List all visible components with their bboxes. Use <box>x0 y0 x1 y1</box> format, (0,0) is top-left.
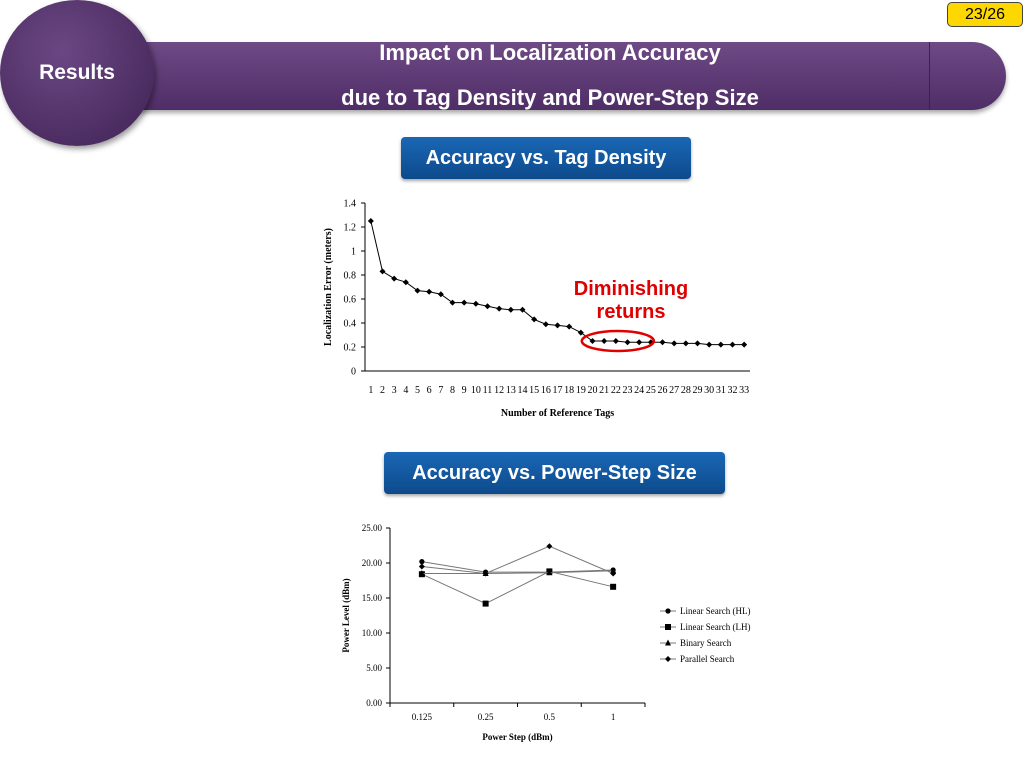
x-tick-label: 0.5 <box>543 712 555 722</box>
x-tick-label: 1 <box>368 385 374 396</box>
x-tick-label: 4 <box>403 385 409 396</box>
data-point-diamond <box>380 268 386 274</box>
x-axis-title: Power Step (dBm) <box>482 732 553 742</box>
data-point-diamond <box>391 276 397 282</box>
x-tick-label: 29 <box>692 385 703 396</box>
x-tick-label: 20 <box>587 385 598 396</box>
y-tick-label: 5.00 <box>366 663 382 673</box>
y-tick-label: 0.4 <box>343 318 356 330</box>
x-tick-label: 9 <box>461 385 467 396</box>
x-tick-label: 16 <box>540 385 551 396</box>
data-point-diamond <box>566 324 572 330</box>
data-point-diamond <box>419 564 425 570</box>
x-tick-label: 14 <box>517 385 528 396</box>
diminishing-returns-annotation <box>555 278 707 324</box>
x-tick-label: 32 <box>727 385 738 396</box>
x-tick-label: 0.125 <box>411 712 432 722</box>
legend-marker-diamond <box>665 656 671 662</box>
x-tick-label: 18 <box>564 385 575 396</box>
y-tick-label: 1.4 <box>343 198 356 210</box>
x-tick-label: 31 <box>715 385 726 396</box>
data-point-diamond <box>706 342 712 348</box>
data-point-diamond <box>426 289 432 295</box>
series-line <box>422 562 613 573</box>
y-tick-label: 20.00 <box>361 558 382 568</box>
x-tick-label: 8 <box>450 385 455 396</box>
x-tick-label: 3 <box>391 385 397 396</box>
legend-label: Linear Search (HL) <box>680 606 751 616</box>
legend-marker-circle <box>665 608 670 613</box>
data-point-diamond <box>636 339 642 345</box>
annotation-line2: returns <box>596 301 666 323</box>
x-tick-label: 26 <box>657 385 668 396</box>
x-tick-label: 25 <box>645 385 656 396</box>
y-tick-label: 10.00 <box>361 628 382 638</box>
data-point-circle <box>419 559 424 564</box>
x-tick-label: 17 <box>552 385 563 396</box>
y-tick-label: 0.2 <box>343 342 356 354</box>
data-point-diamond <box>683 340 689 346</box>
data-point-diamond <box>741 342 747 348</box>
data-point-diamond <box>671 340 677 346</box>
x-tick-label: 22 <box>610 385 621 396</box>
legend-label: Binary Search <box>680 638 732 648</box>
section-badge <box>0 0 154 146</box>
x-tick-label: 12 <box>494 385 505 396</box>
y-tick-label: 0.6 <box>343 294 356 306</box>
data-point-diamond <box>730 342 736 348</box>
y-tick-label: 0.8 <box>343 270 356 282</box>
x-tick-label: 0.25 <box>477 712 494 722</box>
x-tick-label: 33 <box>739 385 750 396</box>
data-point-diamond <box>613 338 619 344</box>
x-tick-label: 13 <box>505 385 516 396</box>
legend-marker-square <box>665 624 671 630</box>
x-tick-label: 24 <box>634 385 645 396</box>
slide-title-line2: due to Tag Density and Power-Step Size <box>341 85 759 110</box>
page-number: 23/26 <box>947 2 1023 27</box>
x-axis-title: Number of Reference Tags <box>500 408 615 419</box>
data-point-diamond <box>461 300 467 306</box>
series-line <box>422 571 613 603</box>
legend-label: Linear Search (LH) <box>680 622 751 632</box>
slide-title-line1: Impact on Localization Accuracy <box>379 40 721 65</box>
annotation-line1: Diminishing <box>573 278 689 300</box>
data-point-square <box>610 584 616 590</box>
x-tick-label: 1 <box>610 712 616 722</box>
data-point-diamond <box>695 340 701 346</box>
x-tick-label: 30 <box>704 385 715 396</box>
data-point-diamond <box>485 303 491 309</box>
data-point-diamond <box>718 342 724 348</box>
x-tick-label: 27 <box>669 385 680 396</box>
banner-end-cap <box>929 42 1006 110</box>
y-tick-label: 0.00 <box>366 698 382 708</box>
data-point-diamond <box>508 307 514 313</box>
x-tick-label: 28 <box>680 385 691 396</box>
y-tick-label: 1 <box>351 246 356 258</box>
x-tick-label: 23 <box>622 385 633 396</box>
x-tick-label: 10 <box>470 385 481 396</box>
data-point-square <box>483 601 489 607</box>
data-point-diamond <box>660 339 666 345</box>
y-tick-label: 25.00 <box>361 523 382 533</box>
x-tick-label: 5 <box>415 385 420 396</box>
x-tick-label: 7 <box>438 385 444 396</box>
data-point-diamond <box>473 301 479 307</box>
x-tick-label: 6 <box>426 385 432 396</box>
y-axis-title: Power Level (dBm) <box>341 578 351 653</box>
data-point-diamond <box>601 338 607 344</box>
data-point-diamond <box>625 339 631 345</box>
series-line <box>422 546 613 573</box>
data-point-diamond <box>496 306 502 312</box>
y-tick-label: 0 <box>351 366 356 378</box>
legend-label: Parallel Search <box>680 654 735 664</box>
y-axis-title: Localization Error (meters) <box>323 228 334 346</box>
y-tick-label: 15.00 <box>361 593 382 603</box>
data-point-diamond <box>546 543 552 549</box>
section-label: Results <box>39 61 115 84</box>
data-point-diamond <box>543 321 549 327</box>
x-tick-label: 11 <box>482 385 493 396</box>
x-tick-label: 21 <box>599 385 610 396</box>
x-tick-label: 15 <box>529 385 540 396</box>
power-step-button[interactable]: Accuracy vs. Power-Step Size <box>384 452 725 494</box>
data-point-diamond <box>368 218 374 224</box>
y-tick-label: 1.2 <box>343 222 356 234</box>
x-tick-label: 2 <box>380 385 385 396</box>
tag-density-button[interactable]: Accuracy vs. Tag Density <box>401 137 691 179</box>
x-tick-label: 19 <box>575 385 586 396</box>
power-step-chart <box>330 515 780 750</box>
